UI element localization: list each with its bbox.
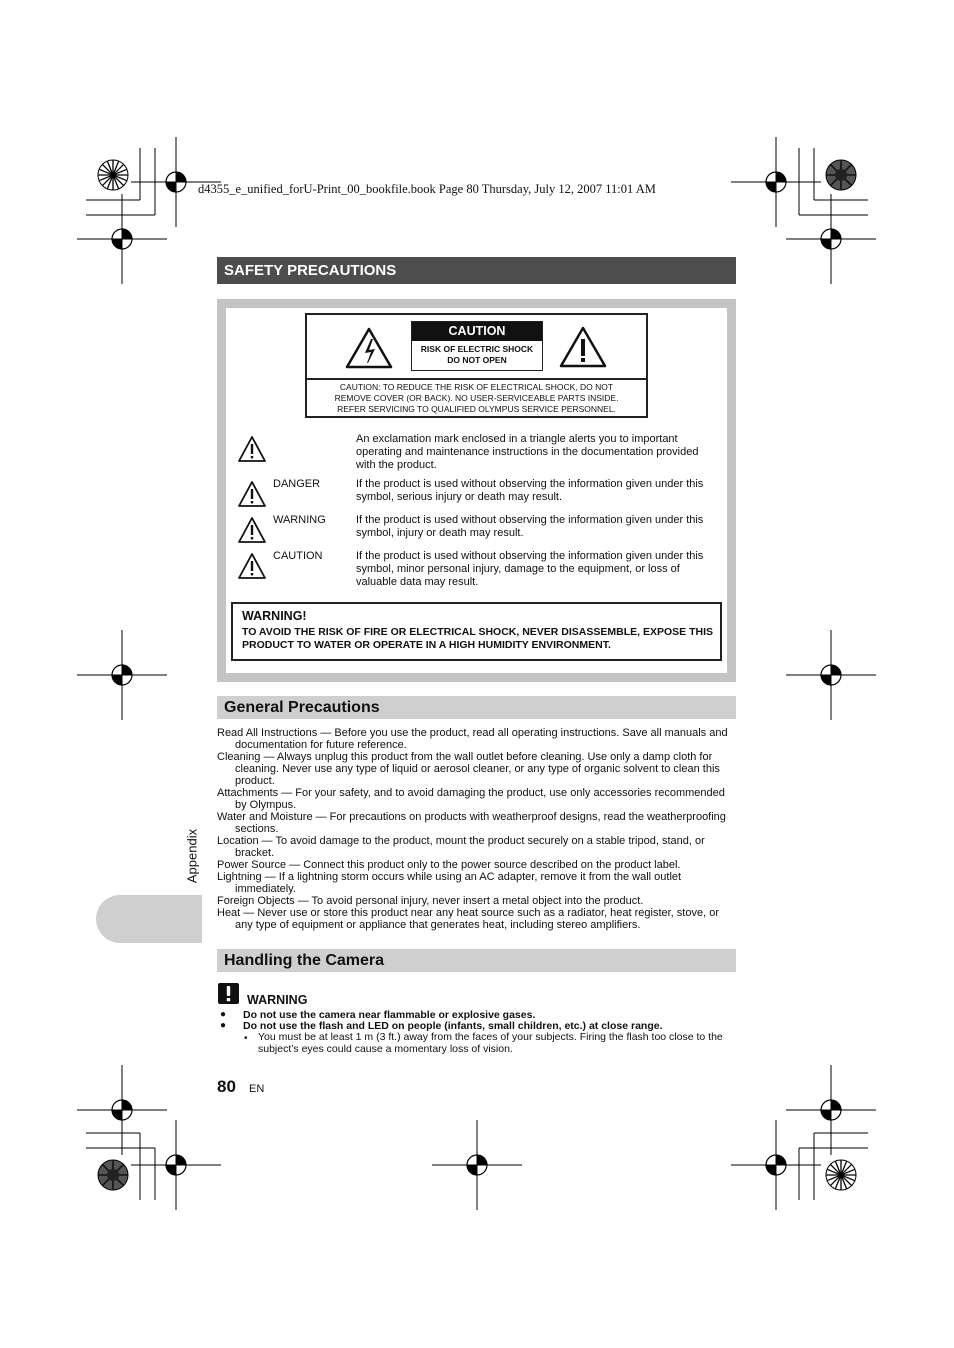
general-precautions-list	[217, 727, 737, 931]
list-item: Foreign Objects — To avoid personal injury, never insert a metal object into the product.	[217, 895, 644, 907]
caution-sub-line-2: DO NOT OPEN	[447, 355, 507, 365]
symbol-label-caution: CAUTION	[273, 550, 323, 562]
exclamation-warning-icon	[558, 325, 608, 369]
exclamation-triangle-icon	[237, 435, 267, 463]
list-item: Lightning — If a lightning storm occurs while using an AC adapter, remove it from the wall outlet immediately.	[217, 871, 682, 895]
warning-triangle-icon	[237, 516, 267, 544]
list-item: Attachments — For your safety, and to avoid damaging the product, use only accessories recommended by Olympus.	[217, 787, 725, 811]
symbol-desc-danger: If the product is used without observing the information given under this symbol, serious injury or death may result.	[356, 478, 704, 503]
handling-sub-bullet: You must be at least 1 m (3 ft.) away from the faces of your subjects. Firing the flash too close to the subject’s eyes could cause a momentary loss of vision.	[258, 1031, 723, 1055]
caution-sub-line-1: RISK OF ELECTRIC SHOCK	[420, 344, 534, 354]
warning-box-text: TO AVOID THE RISK OF FIRE OR ELECTRICAL SHOCK, NEVER DISASSEMBLE, EXPOSE THIS PRODUCT TO WATER OR OPERATE IN A HIGH HUMIDITY ENVIRONMENT.	[242, 626, 713, 651]
appendix-side-label: Appendix	[184, 828, 200, 884]
page-number: 80	[217, 1077, 236, 1096]
list-item: Location — To avoid damage to the product, mount the product securely on a stable tripod, stand, or bracket.	[217, 835, 705, 859]
symbol-label-danger: DANGER	[273, 478, 321, 490]
symbol-label-warning: WARNING	[273, 514, 326, 526]
lightning-warning-icon	[344, 326, 394, 370]
list-item: Water and Moisture — For precautions on products with weatherproof designs, read the weatherproofing sections.	[217, 811, 726, 835]
warning-box-title: WARNING!	[242, 609, 307, 623]
handling-bullet-2: Do not use the flash and LED on people (infants, small children, etc.) at close range.	[243, 1020, 663, 1032]
caution-statement	[310, 382, 643, 415]
warning-exclamation-icon	[218, 983, 239, 1004]
bullet-icon: ●	[220, 1020, 227, 1031]
section-title-safety: SAFETY PRECAUTIONS	[217, 257, 736, 284]
list-item: Cleaning — Always unplug this product from the wall outlet before cleaning. Use only a damp cloth for cleaning. Never use any type of liquid or aerosol cleaner, or any type of organic solvent to clean this product.	[217, 751, 720, 787]
caution-statement-line-3: REFER SERVICING TO QUALIFIED OLYMPUS SERVICE PERSONNEL.	[337, 404, 616, 414]
symbol-desc-general: An exclamation mark enclosed in a triangle alerts you to important operating and maintenance instructions in the documentation provided with the product.	[356, 433, 699, 471]
appendix-side-tab	[96, 895, 202, 943]
page-language: EN	[249, 1083, 265, 1095]
symbol-desc-caution: If the product is used without observing the information given under this symbol, minor personal injury, damage to the equipment, or loss of valuable data may result.	[356, 550, 704, 588]
symbol-desc-warning: If the product is used without observing the information given under this symbol, injury or death may result.	[356, 514, 704, 539]
section-title-handling: Handling the Camera	[217, 949, 736, 972]
caution-divider	[307, 378, 646, 380]
caution-title: CAUTION	[412, 322, 542, 341]
section-title-general: General Precautions	[217, 696, 736, 719]
danger-triangle-icon	[237, 480, 267, 508]
print-header-line: d4355_e_unified_forU-Print_00_bookfile.book Page 80 Thursday, July 12, 2007 11:01 AM	[198, 182, 656, 196]
handling-warning-title: WARNING	[247, 993, 308, 1007]
handling-bullet-1: Do not use the camera near flammable or explosive gases.	[243, 1009, 536, 1021]
caution-subtext	[412, 344, 542, 366]
caution-statement-line-1: CAUTION: TO REDUCE THE RISK OF ELECTRICAL SHOCK, DO NOT	[339, 382, 614, 392]
list-item: Heat — Never use or store this product near any heat source such as a radiator, heat register, stove, or any type of equipment or appliance that generates heat, including stereo amplifiers.	[217, 907, 719, 931]
list-item: Read All Instructions — Before you use the product, read all operating instructions. Save all manuals and documentation for future reference.	[217, 727, 728, 751]
caution-triangle-icon	[237, 552, 267, 580]
sub-bullet-icon: •	[244, 1033, 248, 1044]
caution-statement-line-2: REMOVE COVER (OR BACK). NO USER-SERVICEABLE PARTS INSIDE.	[334, 393, 619, 403]
bullet-icon: ●	[220, 1009, 227, 1020]
list-item: Power Source — Connect this product only to the power source described on the product label.	[217, 859, 681, 871]
